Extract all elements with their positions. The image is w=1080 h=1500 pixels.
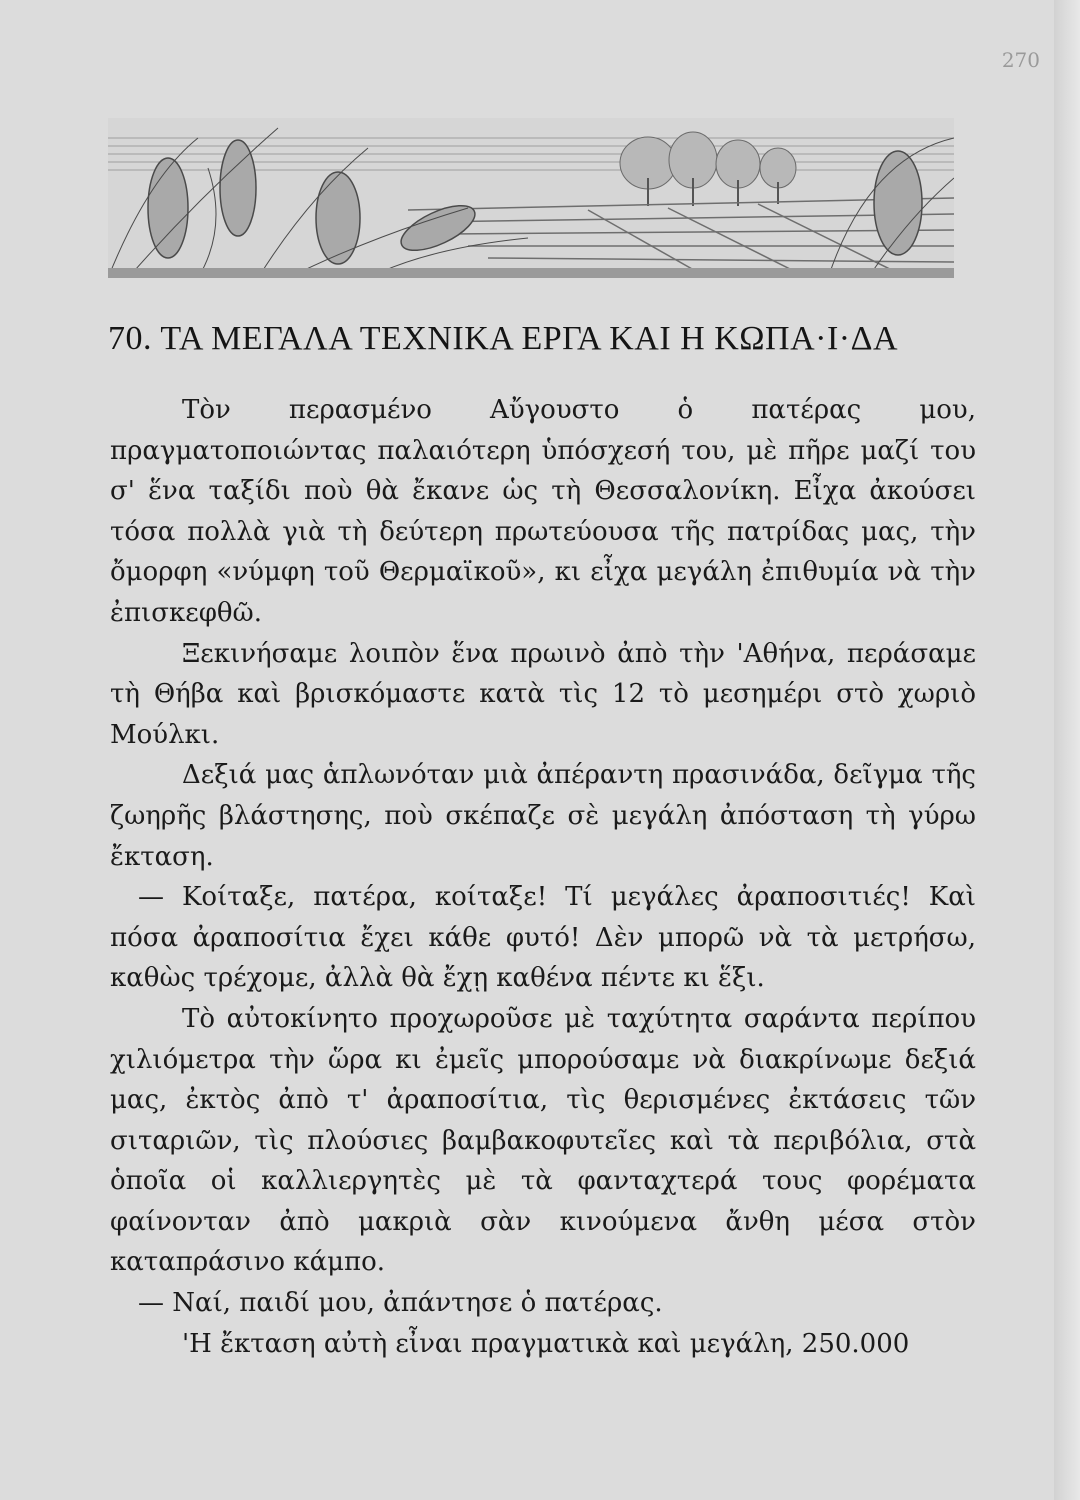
chapter-title: 70. ΤΑ ΜΕΓΑΛΑ ΤΕΧΝΙΚΑ ΕΡΓΑ ΚΑΙ Η ΚΩΠΑ·Ι·ΔΑ [108, 320, 899, 357]
paragraph: Ξεκινήσαμε λοιπὸν ἕνα πρωινὸ ἀπὸ τὴν 'Αθήνα, περάσαμε τὴ Θήβα καὶ βρισκόμαστε κατὰ τὶς 12 τὸ μεσημέρι στὸ χωριὸ Μούλκι. [110, 638, 976, 750]
page-edge [1054, 0, 1080, 1500]
paragraph: Τὸν περασμένο Αὔγουστο ὁ πατέρας μου, πραγματοποιώντας παλαιότερη ὑπόσχεσή του, μὲ πῆρε μαζί του σ' ἕνα ταξίδι ποὺ θὰ ἔκανε ὡς τὴ Θεσσαλονίκη. Εἶχα ἀκούσει τόσα πολλὰ γιὰ τὴ δεύτερη πρωτεύουσα τῆς πατρίδας μας, τὴν ὄμορφη «νύμφη τοῦ Θερμαϊκοῦ», κι εἶχα μεγάλη ἐπιθυμία νὰ τὴν ἐπισκεφθῶ. [110, 395, 976, 628]
cornfield-landscape-engraving-icon [108, 118, 954, 278]
dialogue-paragraph: — Κοίταξε, πατέρα, κοίταξε! Τί μεγάλες ἀραποσιτιές! Καὶ πόσα ἀραποσίτια ἔχει κάθε φυτό! Δὲν μπορῶ νὰ τὰ μετρήσω, καθὼς τρέχομε, ἀλλὰ θὰ ἔχῃ καθένα πέντε κι ἕξι. [110, 882, 976, 994]
dialogue-paragraph: — Ναί, παιδί μου, ἀπάντησε ὁ πατέρας. [138, 1288, 663, 1319]
paragraph: 'Η ἔκταση αὐτὴ εἶναι πραγματικὰ καὶ μεγάλη, 250.000 [182, 1328, 910, 1359]
body-text [110, 390, 976, 1364]
paragraph: Δεξιά μας ἁπλωνόταν μιὰ ἀπέραντη πρασινάδα, δεῖγμα τῆς ζωηρῆς βλάστησης, ποὺ σκέπαζε σὲ μεγάλη ἀπόσταση τὴ γύρω ἔκταση. [110, 760, 976, 872]
paragraph: Τὸ αὐτοκίνητο προχωροῦσε μὲ ταχύτητα σαράντα περίπου χιλιόμετρα τὴν ὥρα κι ἐμεῖς μπορούσαμε νὰ διακρίνωμε δεξιά μας, ἐκτὸς ἀπὸ τ' ἀραποσίτια, τὶς θερισμένες ἐκτάσεις τῶν σιταριῶν, τὶς πλούσιες βαμβακοφυτεῖες καὶ τὰ περιβόλια, στὰ ὁποῖα οἱ καλλιεργητὲς μὲ τὰ φανταχτερά τους φορέματα φαίνονταν ἀπὸ μακριὰ σὰν κινούμενα ἄνθη μέσα στὸν καταπράσινο κάμπο. [110, 1003, 976, 1278]
page-number: 270 [1001, 48, 1040, 72]
